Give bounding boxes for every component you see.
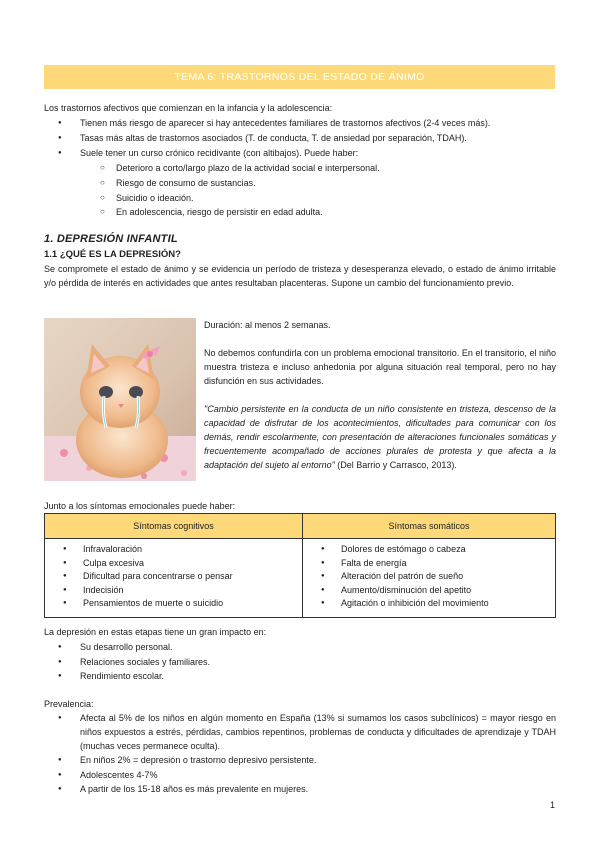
page-title: TEMA 6: TRASTORNOS DEL ESTADO DE ÁNIMO	[44, 65, 555, 89]
table-cell	[303, 539, 556, 618]
list-item: ● Rendimiento escolar.	[62, 669, 556, 683]
table-header: Síntomas somáticos	[303, 514, 556, 539]
list-item: ● Dificultad para concentrarse o pensar	[45, 570, 302, 584]
table-cell	[45, 539, 303, 618]
list-item: ● Alteración del patrón de sueño	[303, 570, 555, 584]
symptoms-table	[44, 513, 556, 618]
list-item: ● Indecisión	[45, 584, 302, 598]
quote-citation: (Del Barrio y Carrasco, 2013).	[334, 460, 457, 470]
list-item: ● Falta de energía	[303, 557, 555, 571]
duration-text: Duración: al menos 2 semanas.	[204, 320, 331, 330]
kitten-photo	[44, 318, 196, 481]
list-item: ● Infravaloración	[45, 543, 302, 557]
definition-text: Se compromete el estado de ánimo y se evidencia un período de tristeza y desesperanza elevado, o estado de ánimo irritable y/o pérdida de interés en actividades que antes resultaban placenteras. Supone un cambio del funcionamiento previo.	[44, 264, 556, 288]
list-item: ○ Riesgo de consumo de sustancias.	[100, 176, 540, 190]
list-item: ● Su desarrollo personal.	[62, 640, 556, 654]
list-item: ● Afecta al 5% de los niños en algún momento en España (13% si sumamos los casos subclínicos) = mayor riesgo en niños expuestos a estrés, pérdidas, cambios repentinos, problemas de conducta y dificultades de aprendizaje y TDAH (muchas veces permanece oculta).	[62, 711, 556, 753]
list-item: ● Adolescentes 4-7%	[62, 768, 556, 782]
impact-intro: La depresión en estas etapas tiene un gran impacto en:	[44, 627, 267, 637]
page-number: 1	[549, 800, 555, 810]
table-header: Síntomas cognitivos	[45, 514, 303, 539]
list-item: ● Tasas más altas de trastornos asociados (T. de conducta, T. de ansiedad por separación, TDAH).	[62, 131, 556, 145]
list-item: ○ En adolescencia, riesgo de persistir en edad adulta.	[100, 205, 540, 219]
subsection-heading: 1.1 ¿QUÉ ES LA DEPRESIÓN?	[44, 249, 181, 260]
list-item: ● A partir de los 15-18 años es más prevalente en mujeres.	[62, 782, 556, 796]
list-item: ● Agitación o inhibición del movimiento	[303, 597, 555, 611]
list-item: ● Pensamientos de muerte o suicidio	[45, 597, 302, 611]
list-item: ● Dolores de estómago o cabeza	[303, 543, 555, 557]
transitory-text: No debemos confundirla con un problema emocional transitorio. En el transitorio, el niño muestra tristeza e incluso anhedonia por alguna situación real temporal, pero no hay disfunción en sus actividades.	[204, 348, 556, 386]
list-item: ● Relaciones sociales y familiares.	[62, 655, 556, 669]
list-item: ● En niños 2% = depresión o trastorno depresivo persistente.	[62, 753, 556, 767]
prevalence-heading: Prevalencia:	[44, 699, 94, 709]
list-item: ○ Suicidio o ideación.	[100, 191, 540, 205]
section-heading: 1. DEPRESIÓN INFANTIL	[44, 233, 178, 245]
list-item: ● Culpa excesiva	[45, 557, 302, 571]
list-item: ○ Deterioro a corto/largo plazo de la actividad social e interpersonal.	[100, 161, 540, 175]
list-item: ● Suele tener un curso crónico recidivante (con altibajos). Puede haber:	[62, 146, 556, 160]
list-item: ● Tienen más riesgo de aparecer si hay antecedentes familiares de trastornos afectivos (2-4 veces más).	[62, 116, 556, 130]
intro-text: Los trastornos afectivos que comienzan en la infancia y la adolescencia:	[44, 103, 333, 113]
list-item: ● Aumento/disminución del apetito	[303, 584, 555, 598]
quote-block	[204, 402, 556, 472]
table-intro: Junto a los síntomas emocionales puede haber:	[44, 501, 236, 511]
quote-text: "Cambio persistente en la conducta de un niño consistente en tristeza, descenso de la capacidad de disfrutar de los acontecimientos, dificultades para comunicar con los demás, rendir escolarmente, con presentación de alteraciones funcionales somáticas y frecuentemente acompañado de acciones plurales de protesta y que afecta a la adaptación del sujeto al entorno"	[204, 404, 556, 470]
